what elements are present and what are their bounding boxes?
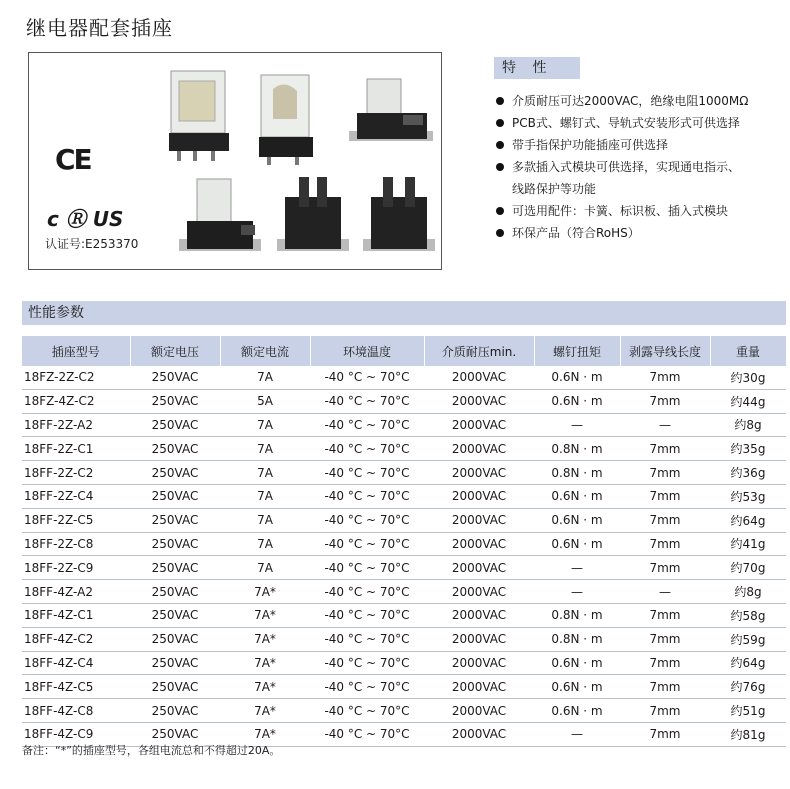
model-cell: 18FF-4Z-A2	[22, 580, 130, 604]
table-cell: 2000VAC	[424, 437, 534, 461]
table-cell: 7A	[220, 532, 310, 556]
table-cell: 7A*	[220, 603, 310, 627]
model-cell: 18FF-2Z-C1	[22, 437, 130, 461]
column-header: 环境温度	[310, 336, 424, 366]
model-cell: 18FF-2Z-C4	[22, 484, 130, 508]
table-cell: 250VAC	[130, 699, 220, 723]
table-cell: 0.6N · m	[534, 484, 620, 508]
model-cell: 18FF-2Z-C2	[22, 461, 130, 485]
relay-socket-image-3	[349, 75, 433, 155]
table-cell: 250VAC	[130, 413, 220, 437]
table-body	[22, 366, 786, 746]
table-cell: 250VAC	[130, 461, 220, 485]
table-cell: 7mm	[620, 603, 710, 627]
bullet-icon	[496, 207, 504, 215]
table-row	[22, 651, 786, 675]
model-cell: 18FF-2Z-C8	[22, 532, 130, 556]
table-cell: 约35g	[710, 437, 786, 461]
ul-logo: c Ⓡ US	[47, 207, 124, 231]
table-cell: -40 °C ~ 70°C	[310, 366, 424, 389]
table-cell: 7mm	[620, 532, 710, 556]
table-cell: 7A	[220, 366, 310, 389]
table-cell: 0.6N · m	[534, 366, 620, 389]
table-cell: -40 °C ~ 70°C	[310, 556, 424, 580]
table-cell: 0.6N · m	[534, 389, 620, 413]
table-cell: 7A	[220, 508, 310, 532]
table-cell: 250VAC	[130, 508, 220, 532]
column-header: 剥露导线长度	[620, 336, 710, 366]
table-cell: 0.6N · m	[534, 675, 620, 699]
table-cell: -40 °C ~ 70°C	[310, 389, 424, 413]
table-row	[22, 627, 786, 651]
relay-socket-image-2	[255, 69, 319, 169]
model-cell: 18FZ-2Z-C2	[22, 366, 130, 389]
table-cell: 约41g	[710, 532, 786, 556]
table-cell: 250VAC	[130, 722, 220, 746]
params-table	[22, 336, 787, 747]
page-title: 继电器配套插座	[26, 16, 173, 40]
column-header: 插座型号	[22, 336, 130, 366]
table-cell: —	[534, 413, 620, 437]
table-row	[22, 413, 786, 437]
table-cell: 7A	[220, 461, 310, 485]
table-cell: 0.6N · m	[534, 699, 620, 723]
feature-item: 环保产品（符合RoHS）	[492, 222, 782, 244]
table-cell: —	[534, 722, 620, 746]
table-cell: 0.6N · m	[534, 651, 620, 675]
table-cell: 7A*	[220, 699, 310, 723]
table-cell: 250VAC	[130, 627, 220, 651]
features-list	[492, 90, 782, 244]
table-cell: -40 °C ~ 70°C	[310, 722, 424, 746]
table-cell: 约51g	[710, 699, 786, 723]
bullet-icon	[496, 141, 504, 149]
table-row	[22, 699, 786, 723]
table-cell: 250VAC	[130, 675, 220, 699]
column-header: 重量	[710, 336, 786, 366]
table-row	[22, 437, 786, 461]
table-cell: 7A*	[220, 722, 310, 746]
table-cell: 0.8N · m	[534, 461, 620, 485]
table-cell: —	[534, 580, 620, 604]
table-cell: 0.8N · m	[534, 627, 620, 651]
feature-item: 多款插入式模块可供选择，实现通电指示、	[492, 156, 782, 178]
model-cell: 18FF-4Z-C2	[22, 627, 130, 651]
feature-item: 介质耐压可达2000VAC，绝缘电阻1000MΩ	[492, 90, 782, 112]
table-cell: 7mm	[620, 556, 710, 580]
table-cell: 7mm	[620, 675, 710, 699]
table-row	[22, 603, 786, 627]
model-cell: 18FF-4Z-C1	[22, 603, 130, 627]
table-cell: -40 °C ~ 70°C	[310, 699, 424, 723]
bullet-icon	[496, 163, 504, 171]
table-cell: -40 °C ~ 70°C	[310, 508, 424, 532]
table-cell: 7mm	[620, 366, 710, 389]
feature-item-continuation: 线路保护等功能	[512, 182, 597, 196]
table-cell: 约59g	[710, 627, 786, 651]
table-cell: 7mm	[620, 389, 710, 413]
table-row	[22, 461, 786, 485]
table-cell: -40 °C ~ 70°C	[310, 580, 424, 604]
table-cell: -40 °C ~ 70°C	[310, 532, 424, 556]
model-cell: 18FZ-4Z-C2	[22, 389, 130, 413]
table-cell: 250VAC	[130, 532, 220, 556]
table-cell: 约70g	[710, 556, 786, 580]
table-cell: 约64g	[710, 508, 786, 532]
table-cell: -40 °C ~ 70°C	[310, 413, 424, 437]
table-cell: —	[534, 556, 620, 580]
table-cell: 约44g	[710, 389, 786, 413]
table-cell: 0.6N · m	[534, 532, 620, 556]
table-cell: 2000VAC	[424, 722, 534, 746]
table-cell: 2000VAC	[424, 366, 534, 389]
table-cell: 250VAC	[130, 437, 220, 461]
ce-logo: CE	[55, 143, 91, 176]
params-header: 性能参数	[22, 301, 786, 325]
model-cell: 18FF-2Z-C9	[22, 556, 130, 580]
table-row	[22, 532, 786, 556]
table-cell: 约81g	[710, 722, 786, 746]
table-cell: 约8g	[710, 413, 786, 437]
table-cell: 250VAC	[130, 603, 220, 627]
table-cell: —	[620, 580, 710, 604]
table-cell: 2000VAC	[424, 461, 534, 485]
table-cell: 7mm	[620, 437, 710, 461]
table-row	[22, 580, 786, 604]
table-cell: 7A	[220, 413, 310, 437]
table-cell: 约76g	[710, 675, 786, 699]
column-header: 额定电流	[220, 336, 310, 366]
table-cell: 2000VAC	[424, 413, 534, 437]
bullet-icon	[496, 229, 504, 237]
table-cell: 7A	[220, 484, 310, 508]
column-header: 介质耐压min.	[424, 336, 534, 366]
table-row	[22, 508, 786, 532]
table-cell: 5A	[220, 389, 310, 413]
footnote: 备注：“*”的插座型号，各组电流总和不得超过20A。	[22, 744, 281, 757]
feature-item: 带手指保护功能插座可供选择	[492, 134, 782, 156]
table-row	[22, 556, 786, 580]
table-cell: 7A*	[220, 675, 310, 699]
table-cell: 2000VAC	[424, 627, 534, 651]
table-cell: 250VAC	[130, 651, 220, 675]
feature-item: PCB式、螺钉式、导轨式安装形式可供选择	[492, 112, 782, 134]
table-cell: 7mm	[620, 722, 710, 746]
table-cell: 7A*	[220, 627, 310, 651]
table-cell: 7mm	[620, 627, 710, 651]
table-cell: -40 °C ~ 70°C	[310, 484, 424, 508]
table-cell: 7mm	[620, 484, 710, 508]
table-cell: 2000VAC	[424, 580, 534, 604]
table-cell: 2000VAC	[424, 532, 534, 556]
table-cell: 7A	[220, 556, 310, 580]
table-cell: 0.8N · m	[534, 437, 620, 461]
table-cell: 约53g	[710, 484, 786, 508]
relay-socket-image-1	[165, 65, 233, 165]
bullet-icon	[496, 119, 504, 127]
table-cell: 2000VAC	[424, 603, 534, 627]
table-cell: -40 °C ~ 70°C	[310, 675, 424, 699]
product-photo-panel	[28, 52, 442, 270]
table-cell: 7A*	[220, 580, 310, 604]
model-cell: 18FF-2Z-C5	[22, 508, 130, 532]
table-cell: —	[620, 413, 710, 437]
table-cell: 7A*	[220, 651, 310, 675]
table-cell: -40 °C ~ 70°C	[310, 461, 424, 485]
model-cell: 18FF-4Z-C4	[22, 651, 130, 675]
table-row	[22, 366, 786, 389]
relay-socket-image-4	[179, 175, 261, 267]
table-row	[22, 389, 786, 413]
column-header: 螺钉扭矩	[534, 336, 620, 366]
table-cell: 7mm	[620, 508, 710, 532]
table-cell: -40 °C ~ 70°C	[310, 437, 424, 461]
model-cell: 18FF-2Z-A2	[22, 413, 130, 437]
table-cell: -40 °C ~ 70°C	[310, 627, 424, 651]
table-cell: 2000VAC	[424, 675, 534, 699]
table-cell: 0.6N · m	[534, 508, 620, 532]
relay-socket-image-6	[363, 177, 435, 267]
table-cell: 250VAC	[130, 484, 220, 508]
table-cell: 2000VAC	[424, 484, 534, 508]
table-cell: 约30g	[710, 366, 786, 389]
model-cell: 18FF-4Z-C9	[22, 722, 130, 746]
table-cell: 2000VAC	[424, 389, 534, 413]
table-cell: 7mm	[620, 461, 710, 485]
table-cell: 7A	[220, 437, 310, 461]
table-cell: 7mm	[620, 699, 710, 723]
bullet-icon	[496, 97, 504, 105]
relay-socket-image-5	[277, 177, 349, 267]
table-cell: 2000VAC	[424, 699, 534, 723]
table-cell: 约8g	[710, 580, 786, 604]
table-cell: 0.8N · m	[534, 603, 620, 627]
table-cell: 250VAC	[130, 366, 220, 389]
table-cell: 250VAC	[130, 580, 220, 604]
table-cell: 约58g	[710, 603, 786, 627]
table-cell: 2000VAC	[424, 556, 534, 580]
table-cell: 约64g	[710, 651, 786, 675]
table-header-row	[22, 336, 786, 366]
table-row	[22, 484, 786, 508]
table-cell: 2000VAC	[424, 651, 534, 675]
model-cell: 18FF-4Z-C5	[22, 675, 130, 699]
table-cell: 250VAC	[130, 556, 220, 580]
table-cell: 2000VAC	[424, 508, 534, 532]
feature-item: 可选用配件：卡簧、标识板、插入式模块	[492, 200, 782, 222]
column-header: 额定电压	[130, 336, 220, 366]
table-row	[22, 675, 786, 699]
features-header: 特 性	[494, 57, 580, 79]
table-cell: 250VAC	[130, 389, 220, 413]
table-cell: 7mm	[620, 651, 710, 675]
model-cell: 18FF-4Z-C8	[22, 699, 130, 723]
table-cell: -40 °C ~ 70°C	[310, 603, 424, 627]
certificate-number: 认证号:E253370	[45, 237, 139, 251]
table-cell: -40 °C ~ 70°C	[310, 651, 424, 675]
table-cell: 约36g	[710, 461, 786, 485]
